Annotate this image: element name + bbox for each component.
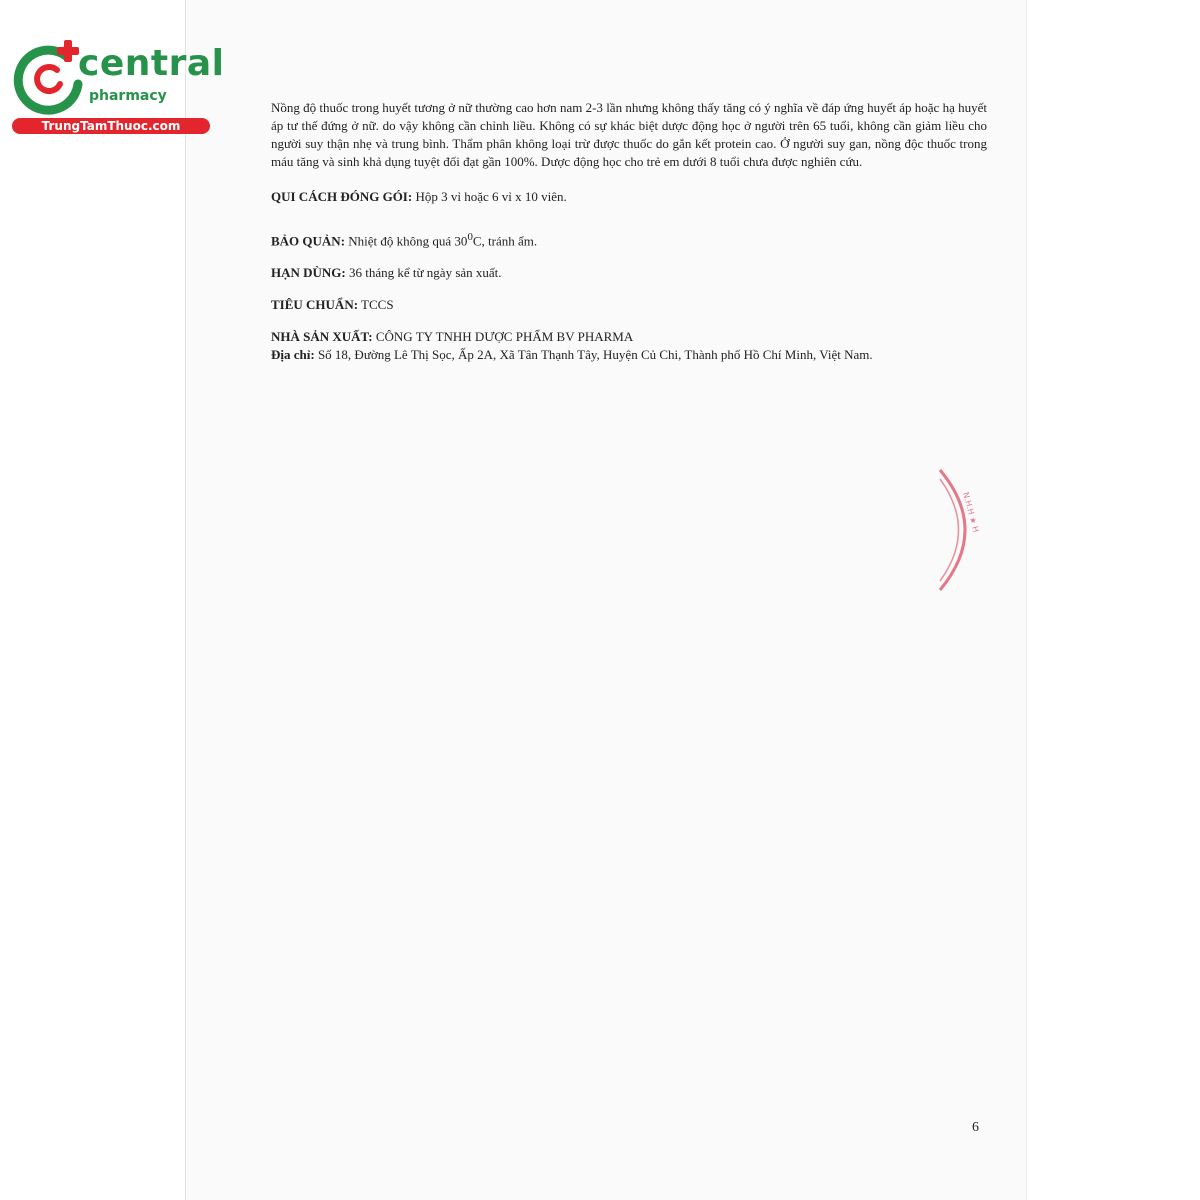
manufacturer-section xyxy=(271,328,987,364)
pharmacokinetics-paragraph: Nồng độ thuốc trong huyết tương ở nữ thường cao hơn nam 2-3 lần nhưng không thấy tăng có ý nghĩa về đáp ứng huyết áp hoặc hạ huyết áp tư thế đứng ở nữ. do vậy không cần chỉnh liều. Không có sự khác biệt dược động học ở người trên 65 tuổi, không cần giảm liều cho người suy thận nhẹ và trung bình. Thẩm phân không loại trừ được thuốc do gắn kết protein cao. Ở người suy gan, nồng độc thuốc trong máu tăng và sinh khả dụng tuyệt đối đạt gần 100%. Dược động học cho trẻ em dưới 8 tuổi chưa được nghiên cứu. xyxy=(271,100,987,169)
standard-section xyxy=(271,296,987,314)
company-stamp xyxy=(935,465,995,595)
brand-subtitle: pharmacy xyxy=(89,88,167,104)
storage-label: BẢO QUẢN: xyxy=(271,233,346,249)
packaging-label: QUI CÁCH ĐÓNG GÓI: xyxy=(271,189,413,204)
page-number: 6 xyxy=(972,1120,979,1135)
brand-name: central xyxy=(78,43,225,84)
expiry-section xyxy=(271,264,987,282)
storage-section xyxy=(271,228,987,250)
stamp-text: N.H.H ★ H xyxy=(961,491,981,534)
expiry-value: 36 tháng kể từ ngày sản xuất. xyxy=(345,265,502,281)
storage-value-end: C, tránh ẩm. xyxy=(472,233,538,249)
brand-website-link[interactable]: TrungTamThuoc.com xyxy=(12,118,210,134)
storage-value: Nhiệt độ không quá 30 xyxy=(345,233,468,249)
standard-value: TCCS xyxy=(358,297,394,313)
standard-label: TIÊU CHUẨN: xyxy=(271,297,359,313)
manufacturer-value: CÔNG TY TNHH DƯỢC PHẨM BV PHARMA xyxy=(372,329,634,345)
packaging-section xyxy=(271,188,987,206)
packaging-value: Hộp 3 vỉ hoặc 6 vỉ x 10 viên. xyxy=(412,189,567,204)
address-value: Số 18, Đường Lê Thị Sọc, Ấp 2A, Xã Tân Thạnh Tây, Huyện Củ Chi, Thành phố Hồ Chí Minh, Việt Nam. xyxy=(314,347,873,363)
document-content xyxy=(271,99,987,364)
address-label: Địa chỉ: xyxy=(271,347,315,363)
storage-superscript: 0 xyxy=(467,231,473,243)
manufacturer-label: NHÀ SẢN XUẤT: xyxy=(271,329,373,345)
expiry-label: HẠN DÙNG: xyxy=(271,265,346,281)
